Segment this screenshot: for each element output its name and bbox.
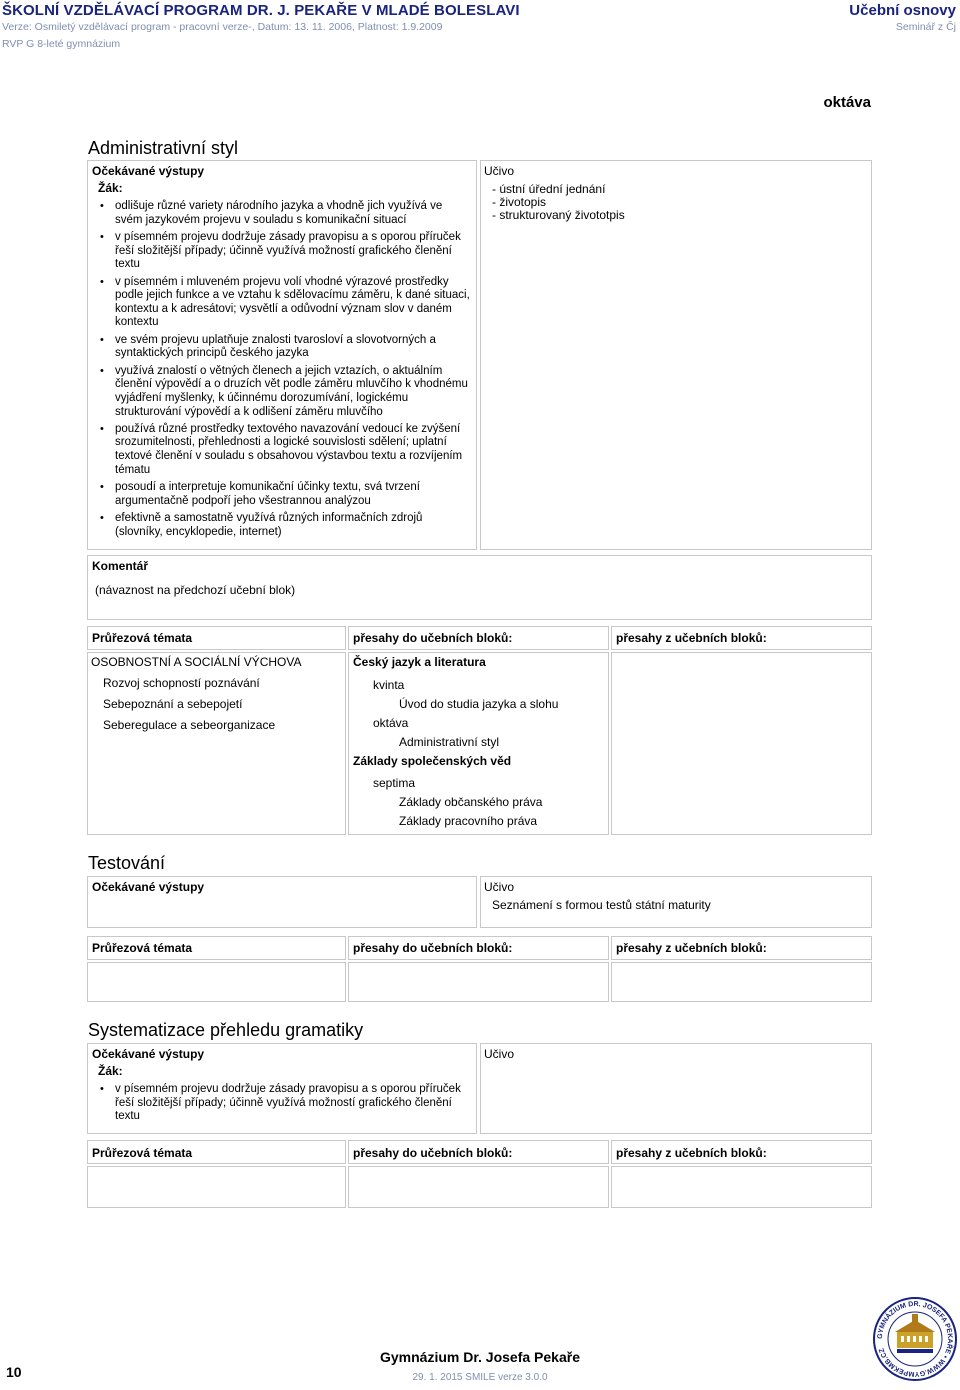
- section-title-administrative-style: Administrativní styl: [88, 138, 239, 158]
- overlaps-from-label: přesahy z učebních bloků:: [616, 1146, 767, 1160]
- ucivo-item: - životopis: [492, 195, 547, 209]
- document-type: Učební osnovy: [849, 2, 956, 19]
- comment-text: (návaznost na předchozí učební blok): [95, 583, 296, 597]
- cross-topic-item: Seberegulace a sebeorganizace: [103, 718, 276, 732]
- overlap-topic: Základy občanského práva: [399, 795, 543, 809]
- overlaps-to-label: přesahy do učebních bloků:: [353, 1146, 513, 1160]
- rvp-info: RVP G 8-leté gymnázium: [2, 38, 121, 50]
- school-seal-logo: [872, 1296, 958, 1382]
- overlaps-to-cell: [348, 962, 609, 1002]
- overlap-grade: oktáva: [373, 716, 409, 730]
- overlaps-to-label: přesahy do učebních bloků:: [353, 631, 513, 645]
- student-label: Žák:: [98, 1064, 123, 1078]
- overlap-grade: septima: [373, 776, 416, 790]
- outcomes-list: [100, 1083, 470, 1128]
- section-title-testing: Testování: [88, 853, 166, 873]
- seal-text: GYMNÁZIUM DR. JOSEFA PEKAŘE • WWW.GYMPEKMB.CZ: [876, 1300, 954, 1378]
- overlap-subject: Základy společenských věd: [353, 754, 512, 768]
- outcome-item: • využívá znalostí o větných členech a jejich vztazích, o aktuálním členění výpovědí a o druzích vět podle záměru mluvčího k vhodnému vyjádření myšlenky, k účinnému dorozumívání, logickému strukturování výpovědí a k odlišení záměru mluvčího: [100, 365, 470, 419]
- footer-school-name: Gymnázium Dr. Josefa Pekaře: [380, 1349, 580, 1365]
- outcome-item: • v písemném i mluveném projevu volí vhodné výrazové prostředky podle jejich funkce a ve vztahu k sdělovacímu záměru, k dané situaci, kontextu a k adresátovi; vysvětlí a odůvodní význam slov v daném kontextu: [100, 276, 470, 330]
- ucivo-item: Seznámení s formou testů státní maturity: [492, 898, 711, 912]
- overlaps-from-cell: [611, 962, 872, 1002]
- ucivo-list: [492, 183, 625, 222]
- outcome-item: • používá různé prostředky textového navazování vedoucí ke zvýšení srozumitelnosti, přehlednosti a logické souvislosti sdělení; uplatní textové členění v souladu s obsahovou výstavbou textu a rozvíjením tématu: [100, 423, 470, 477]
- overlap-topic: Úvod do studia jazyka a slohu: [399, 697, 559, 711]
- ucivo-label: Učivo: [484, 880, 515, 894]
- grade-label: oktáva: [823, 94, 871, 111]
- footer-version: 29. 1. 2015 SMILE verze 3.0.0: [412, 1372, 548, 1383]
- cross-topic-heading: OSOBNOSTNÍ A SOCIÁLNÍ VÝCHOVA: [91, 655, 302, 669]
- overlaps-to-cell: [348, 1166, 609, 1208]
- outcome-item: • odlišuje různé variety národního jazyka a vhodně jich využívá ve svém jazykovém projevu v souladu s komunikační situací: [100, 200, 470, 227]
- overlaps-to-label: přesahy do učebních bloků:: [353, 941, 513, 955]
- ucivo-label: Učivo: [484, 1047, 515, 1061]
- cross-topic-item: Sebepoznání a sebepojetí: [103, 697, 243, 711]
- overlaps-from-cell: [611, 652, 872, 835]
- ucivo-item: - strukturovaný živototpis: [492, 208, 625, 222]
- outcome-item: • ve svém projevu uplatňuje znalosti tvarosloví a slovotvorných a syntaktických principů českého jazyka: [100, 334, 470, 361]
- outcomes-list: [100, 200, 470, 543]
- overlaps-from-label: přesahy z učebních bloků:: [616, 941, 767, 955]
- outcome-item: • posoudí a interpretuje komunikační účinky textu, svá tvrzení argumentačně podpoří jeho všestrannou analýzou: [100, 481, 470, 508]
- cross-topics-label: Průřezová témata: [92, 1146, 193, 1160]
- ucivo-label: Učivo: [484, 164, 515, 178]
- cross-topics-cell: [87, 962, 346, 1002]
- outcome-item: • v písemném projevu dodržuje zásady pravopisu a s oporou příruček řeší složitější případy; účinně využívá možností grafického členění textu: [100, 1083, 470, 1124]
- ucivo-box: [480, 1043, 872, 1134]
- section-title-grammar: Systematizace přehledu gramatiky: [88, 1020, 364, 1040]
- version-info: Verze: Osmiletý vzdělávací program - pracovní verze-, Datum: 13. 11. 2006, Platnost: 1.9.2009: [2, 21, 443, 33]
- cross-topics-label: Průřezová témata: [92, 941, 193, 955]
- comment-label: Komentář: [92, 559, 149, 573]
- page-number: 10: [6, 1364, 22, 1380]
- cross-topics-cell: [87, 1166, 346, 1208]
- overlap-grade: kvinta: [373, 678, 405, 692]
- school-program-title: ŠKOLNÍ VZDĚLÁVACÍ PROGRAM DR. J. PEKAŘE V MLADÉ BOLESLAVI: [2, 2, 520, 19]
- outcome-item: • efektivně a samostatně využívá různých informačních zdrojů (slovníky, encyklopedie, internet): [100, 512, 470, 539]
- overlaps-from-label: přesahy z učebních bloků:: [616, 631, 767, 645]
- overlaps-from-cell: [611, 1166, 872, 1208]
- outcomes-label: Očekávané výstupy: [92, 1047, 205, 1061]
- cross-topic-item: Rozvoj schopností poznávání: [103, 676, 260, 690]
- student-label: Žák:: [98, 181, 123, 195]
- outcome-item: • v písemném projevu dodržuje zásady pravopisu a s oporou příruček řeší složitější případy; účinně využívá možností grafického členění textu: [100, 231, 470, 272]
- outcomes-label: Očekávané výstupy: [92, 164, 205, 178]
- ucivo-item: - ústní úřední jednání: [492, 182, 606, 196]
- overlap-topic: Základy pracovního práva: [399, 814, 538, 828]
- overlap-topic: Administrativní styl: [399, 735, 500, 749]
- overlap-subject: Český jazyk a literatura: [353, 655, 486, 669]
- subject-name: Seminář z Čj: [895, 21, 956, 33]
- cross-topics-label: Průřezová témata: [92, 631, 193, 645]
- outcomes-label: Očekávané výstupy: [92, 880, 205, 894]
